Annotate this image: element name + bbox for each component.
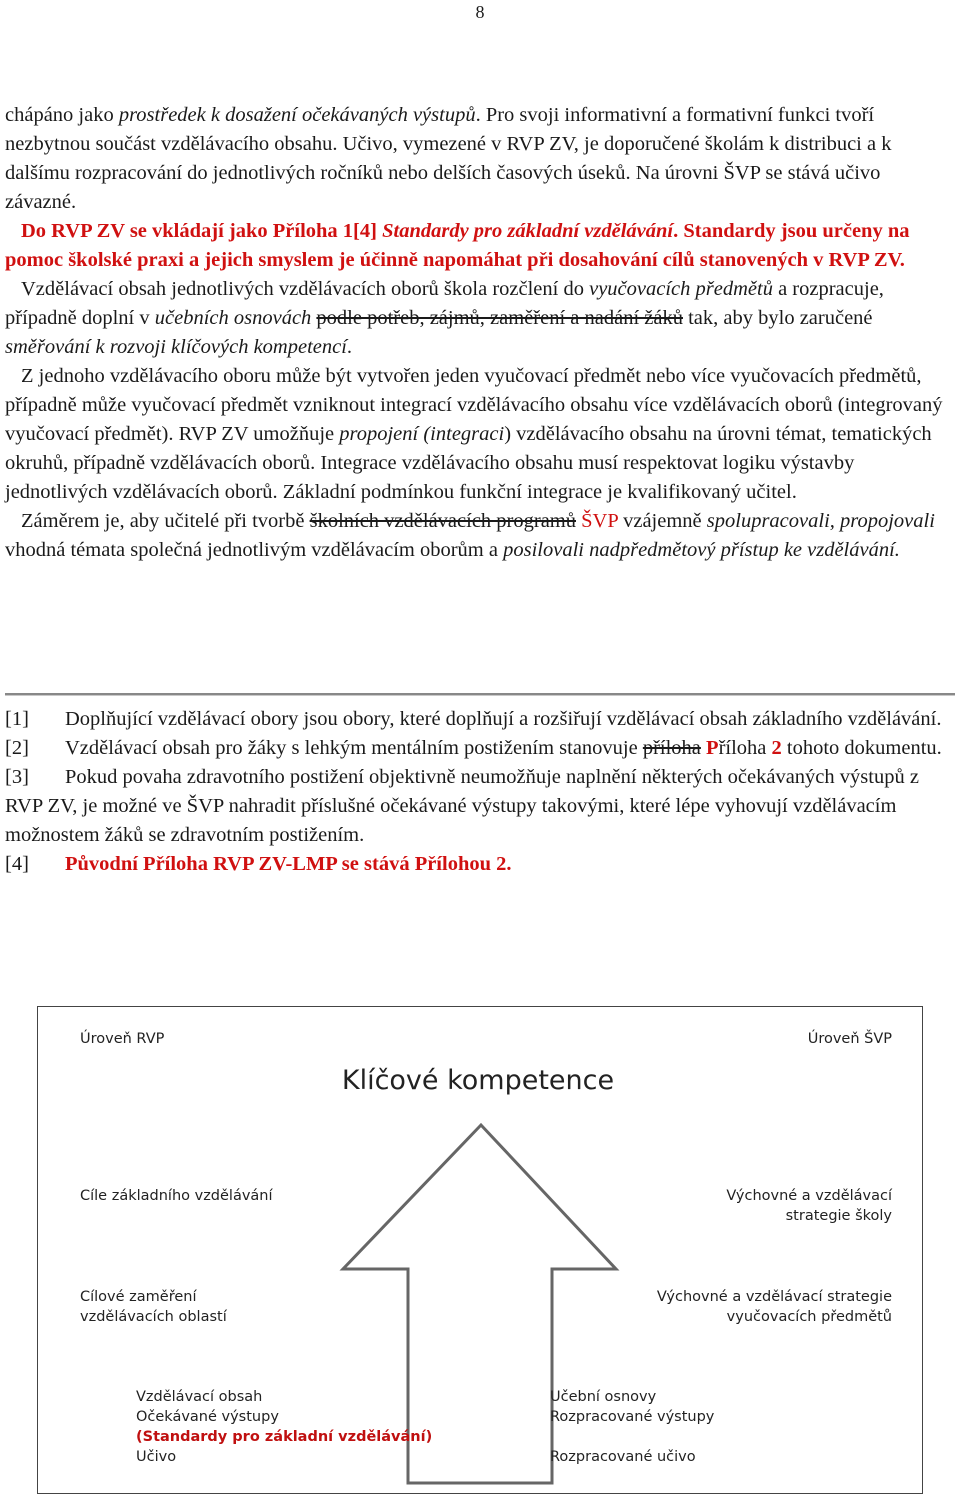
diagram-title: Klíčové kompetence <box>341 1065 615 1096</box>
footnote-1: [1] Doplňující vzdělávací obory jsou obory, které doplňují a rozšiřují vzdělávací obsah základního vzdělávání. <box>5 708 942 730</box>
footnotes <box>5 705 955 879</box>
left-label-content: Vzdělávací obsah Očekávané výstupy (Standardy pro základní vzdělávání) Učivo <box>136 1389 433 1465</box>
right-label-strategies-school: Výchovné a vzdělávací strategie školy <box>726 1188 892 1224</box>
left-header: Úroveň RVP <box>80 1031 165 1047</box>
standards-label: (Standardy pro základní vzdělávání) <box>136 1429 433 1445</box>
page-number: 8 <box>475 2 485 22</box>
right-header: Úroveň ŠVP <box>807 1031 892 1047</box>
strikethrough-text: podle potřeb, zájmů, zaměření a nadání žáků <box>316 307 683 329</box>
strikethrough-text: školních vzdělávacích programů <box>309 510 576 532</box>
footnote-divider <box>5 693 955 696</box>
right-label-curriculum: Učební osnovy Rozpracované výstupy Rozpracované učivo <box>550 1389 715 1465</box>
paragraph-5: Záměrem je, aby učitelé při tvorbě školních vzdělávacích programů ŠVP vzájemně spolupracovali, propojovali vhodná témata společná jednotlivým vzdělávacím oborům a posilovali nadpředmětový přístup ke vzdělávání. <box>5 510 935 561</box>
footnote-4: [4] Původní Příloha RVP ZV-LMP se stává Přílohou 2. <box>5 853 512 875</box>
paragraph-1: chápáno jako prostředek k dosažení očekávaných výstupů. Pro svoji informativní a formativní funkci tvoří nezbytnou součást vzdělávacího obsahu. Učivo, vymezené v RVP ZV, je doporučené školám k distribuci a k dalšímu rozpracování do jednotlivých ročníků nebo delších časových úseků. Na úrovni ŠVP se stává učivo závazné. <box>5 104 892 213</box>
paragraph-2: Do RVP ZV se vkládají jako Příloha 1[4] Standardy pro základní vzdělávání. Standardy jsou určeny na pomoc školské praxi a jejich smyslem je účinně napomáhat při dosahování cílů stanovených v RVP ZV. <box>5 220 910 271</box>
paragraph-3: Vzdělávací obsah jednotlivých vzdělávacích oborů škola rozčlení do vyučovacích předmětů a rozpracuje, případně doplní v učebních osnovách podle potřeb, zájmů, zaměření a nadání žáků tak, aby bylo zaručené směřování k rozvoji klíčových kompetencí. <box>5 278 884 358</box>
body-text <box>5 101 955 565</box>
footnote-3: [3] Pokud povaha zdravotního postižení objektivně neumožňuje naplnění některých očekávaných výstupů z RVP ZV, je možné ve ŠVP nahradit příslušné očekávané výstupy takovými, které lépe vyhovují vzdělávacím možnostem žáků se zdravotním postižením. <box>5 766 919 846</box>
footnote-2: [2] Vzdělávací obsah pro žáky s lehkým mentálním postižením stanovuje příloha Příloha 2 tohoto dokumentu. <box>5 737 942 759</box>
paragraph-4: Z jednoho vzdělávacího oboru může být vytvořen jeden vyučovací předmět nebo více vyučovacích předmětů, případně může vyučovací předmět vzniknout integrací vzdělávacího obsahu více vzdělávacích oborů (integrovaný vyučovací předmět). RVP ZV umožňuje propojení (integraci) vzdělávacího obsahu na úrovni témat, tematických okruhů, případně vzdělávacích oborů. Integrace vzdělávacího obsahu musí respektovat logiku výstavby jednotlivých vzdělávacích oborů. Základní podmínkou funkční integrace je kvalifikovaný učitel. <box>5 365 943 503</box>
left-label-goals: Cíle základního vzdělávání <box>80 1188 273 1204</box>
competence-diagram <box>37 1006 923 1494</box>
right-label-strategies-subjects: Výchovné a vzdělávací strategie vyučovacích předmětů <box>656 1289 892 1325</box>
left-label-areas: Cílové zaměření vzdělávacích oblastí <box>80 1289 227 1325</box>
